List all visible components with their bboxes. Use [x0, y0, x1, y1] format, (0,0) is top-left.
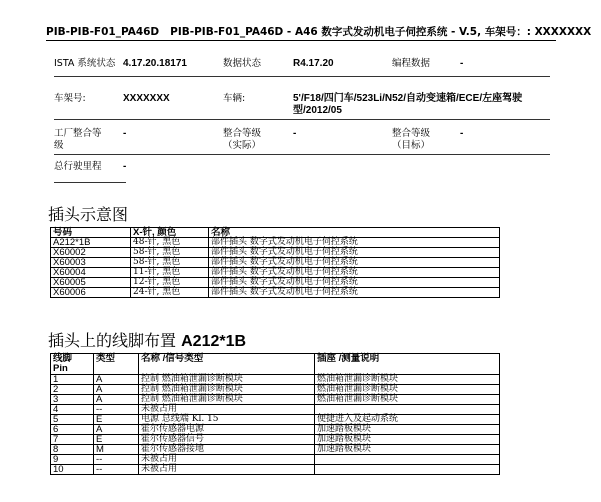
pin-type: -- [94, 465, 139, 475]
pin-signal: 霍尔传感器接地 [139, 445, 315, 455]
col-header-measure: 插座 /测量说明 [315, 354, 500, 375]
connector-table [50, 227, 500, 298]
prog-data-label: 编程数据 [392, 58, 431, 69]
pin-type: -- [94, 455, 139, 465]
pin-number: 5 [51, 415, 94, 425]
factory-label-line1: 工厂整合等 [54, 128, 102, 139]
pin-number: 8 [51, 445, 94, 455]
table-row [51, 268, 500, 278]
pin-measure: 加速踏板模块 [315, 435, 500, 445]
pin-signal: 控制 燃油箱泄漏诊断模块 [139, 395, 315, 405]
connector-pins: 12-针, 黑色 [131, 278, 209, 288]
pin-number: 9 [51, 455, 94, 465]
assembly-label: 总行驶里程 [54, 161, 102, 172]
table-row [51, 278, 500, 288]
table-row [51, 425, 500, 435]
pin-signal: 未被占用 [139, 405, 315, 415]
info-separator [54, 76, 550, 77]
assembly-value: - [123, 161, 127, 172]
vehicle-value-line1: 5'/F18/四门车/523Li/N52/自动变速箱/ECE/左座驾驶 [293, 93, 523, 104]
pin-number: 7 [51, 435, 94, 445]
int-target-value: - [460, 128, 464, 139]
pin-number: 3 [51, 395, 94, 405]
table-row [51, 375, 500, 385]
pin-measure [315, 465, 500, 475]
table-row [51, 455, 500, 465]
prog-data-value: - [460, 58, 464, 69]
info-separator [54, 119, 550, 120]
pin-table [50, 353, 500, 475]
table-row [51, 238, 500, 248]
int-actual-label-line2: （实际） [223, 140, 262, 151]
pin-measure: 加速踏板模块 [315, 425, 500, 435]
pin-type: M [94, 445, 139, 455]
pin-measure: 燃油箱泄漏诊断模块 [315, 375, 500, 385]
table-row [51, 288, 500, 298]
pin-type: E [94, 415, 139, 425]
pin-number: 6 [51, 425, 94, 435]
pin-type: A [94, 425, 139, 435]
col-header-pins: X-针, 颜色 [131, 228, 209, 238]
pin-measure [315, 405, 500, 415]
table-row [51, 405, 500, 415]
pin-measure: 燃油箱泄漏诊断模块 [315, 385, 500, 395]
col-header-pin-line2: Pin [53, 363, 68, 374]
pin-section-title-prefix: 插头上的线脚布置 [48, 331, 177, 350]
connector-name: 部件插头 数字式发动机电子伺控系统 [209, 288, 500, 298]
connector-id: X60003 [51, 258, 131, 268]
col-header-signal: 名称 /信号类型 [139, 354, 315, 375]
pin-measure: 加速踏板模块 [315, 445, 500, 455]
pin-type: E [94, 435, 139, 445]
int-target-label-line1: 整合等级 [392, 128, 431, 139]
col-header-pin-line1: 线脚 [53, 353, 73, 364]
connector-name: 部件插头 数字式发动机电子伺控系统 [209, 258, 500, 268]
int-target-label-line2: （目标） [392, 140, 431, 151]
int-actual-label-line1: 整合等级 [223, 128, 262, 139]
connector-pins: 24-针, 黑色 [131, 288, 209, 298]
document-header [46, 24, 592, 39]
col-header-pin [51, 354, 94, 375]
pin-measure: 燃油箱泄漏诊断模块 [315, 395, 500, 405]
pin-signal: 未被占用 [139, 465, 315, 475]
factory-label-line2: 级 [54, 140, 64, 151]
pin-signal: 未被占用 [139, 455, 315, 465]
pin-number: 1 [51, 375, 94, 385]
vehicle-value-line2: 型/2012/05 [293, 105, 342, 116]
table-row [51, 258, 500, 268]
table-row [51, 435, 500, 445]
pin-type: A [94, 375, 139, 385]
pin-number: 10 [51, 465, 94, 475]
pin-measure: 便捷进入及起动系统 [315, 415, 500, 425]
pin-number: 4 [51, 405, 94, 415]
connector-pins: 58-针, 黑色 [131, 248, 209, 258]
table-row [51, 385, 500, 395]
connector-id: X60002 [51, 248, 131, 258]
table-row [51, 395, 500, 405]
pin-type: A [94, 395, 139, 405]
ista-label: ISTA 系统状态 [54, 58, 116, 69]
data-status-label: 数据状态 [223, 58, 262, 69]
pin-type: A [94, 385, 139, 395]
pin-table-header [51, 354, 500, 375]
connector-id: A212*1B [51, 238, 131, 248]
info-separator [54, 154, 550, 155]
header-title: PIB-PIB-F01_PA46D - A46 数字式发动机电子伺控系统 - V.5, 车架号：: XXXXXXX [170, 26, 592, 38]
connector-pins: 58-针, 黑色 [131, 258, 209, 268]
table-row [51, 465, 500, 475]
ista-value: 4.17.20.18171 [123, 58, 187, 69]
connector-id: X60006 [51, 288, 131, 298]
connector-table-header [51, 228, 500, 238]
vehicle-label: 车辆: [223, 93, 246, 104]
pin-signal: 霍尔传感器信号 [139, 435, 315, 445]
pin-number: 2 [51, 385, 94, 395]
connector-name: 部件插头 数字式发动机电子伺控系统 [209, 248, 500, 258]
connector-pins: 48-针, 黑色 [131, 238, 209, 248]
connector-section-title: 插头示意图 [48, 205, 129, 224]
pin-section-title [48, 328, 246, 351]
info-separator-short [54, 182, 126, 183]
pin-signal: 控制 燃油箱泄漏诊断模块 [139, 375, 315, 385]
vin-value: XXXXXXX [123, 93, 170, 104]
pin-signal: 电源 总线端 Kl. 15 [139, 415, 315, 425]
connector-name: 部件插头 数字式发动机电子伺控系统 [209, 238, 500, 248]
pin-type: -- [94, 405, 139, 415]
data-status-value: R4.17.20 [293, 58, 334, 69]
col-header-type: 类型 [94, 354, 139, 375]
col-header-name: 名称 [209, 228, 500, 238]
pin-measure [315, 455, 500, 465]
table-row [51, 415, 500, 425]
connector-pins: 11-针, 黑色 [131, 268, 209, 278]
connector-name: 部件插头 数字式发动机电子伺控系统 [209, 268, 500, 278]
table-row [51, 248, 500, 258]
factory-value: - [123, 128, 127, 139]
connector-id: X60005 [51, 278, 131, 288]
header-code: PIB-PIB-F01_PA46D [46, 26, 160, 38]
vin-label: 车架号: [54, 93, 86, 104]
connector-id: X60004 [51, 268, 131, 278]
connector-name: 部件插头 数字式发动机电子伺控系统 [209, 278, 500, 288]
int-actual-value: - [293, 128, 297, 139]
col-header-number: 号码 [51, 228, 131, 238]
pin-section-title-code: A212*1B [181, 333, 247, 350]
table-row [51, 445, 500, 455]
header-rule [46, 40, 556, 41]
pin-signal: 霍尔传感器电源 [139, 425, 315, 435]
pin-signal: 控制 燃油箱泄漏诊断模块 [139, 385, 315, 395]
